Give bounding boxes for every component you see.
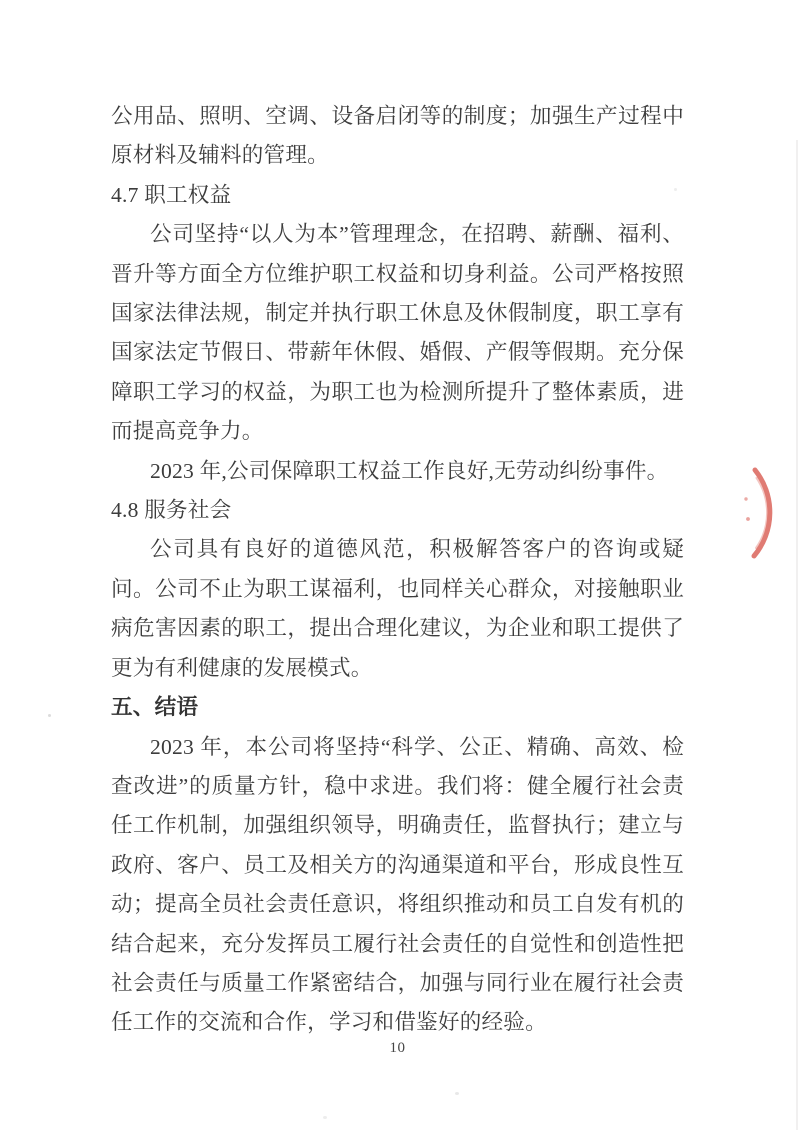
text-line: 2023 年，本公司将坚持“科学、公正、精确、高效、检: [150, 734, 684, 759]
scan-speck: [455, 1092, 459, 1095]
text-line: 问。公司不止为职工谋福利，也同样关心群众，对接触职业: [111, 576, 684, 601]
text-line: 公司坚持“以人为本”管理理念，在招聘、薪酬、福利、: [150, 222, 684, 247]
section-heading: 4.7 职工权益: [111, 182, 232, 207]
text-line: 动；提高全员社会责任意识，将组织推动和员工自发有机的: [111, 892, 684, 917]
scan-speck: [323, 1116, 327, 1119]
text-line: 而提高竞争力。: [111, 419, 264, 444]
text-line: 政府、客户、员工及相关方的沟通渠道和平台，形成良性互: [111, 852, 684, 877]
page-number: 10: [389, 1040, 406, 1056]
text-block: [111, 97, 684, 1043]
scan-edge-artifact: [796, 140, 798, 1130]
text-line: 任工作机制，加强组织领导，明确责任，监督执行；建立与: [111, 813, 684, 838]
text-line: 障职工学习的权益，为职工也为检测所提升了整体素质，进: [111, 379, 684, 404]
seal-arc-path: [754, 470, 770, 556]
text-line: 晋升等方面全方位维护职工权益和切身利益。公司严格按照: [111, 261, 684, 286]
section-heading: 4.8 服务社会: [111, 498, 232, 523]
text-line: 任工作的交流和合作，学习和借鉴好的经验。: [111, 1010, 547, 1035]
text-line: 公用品、照明、空调、设备启闭等的制度；加强生产过程中: [111, 104, 684, 128]
text-line: 更为有利健康的发展模式。: [111, 655, 373, 680]
section-heading: 五、结语: [111, 695, 199, 720]
text-line: 国家法律法规，制定并执行职工休息及休假制度，职工享有: [111, 301, 684, 326]
text-line: 2023 年,公司保障职工权益工作良好,无劳动纠纷事件。: [150, 458, 669, 483]
scan-speck: [674, 188, 677, 191]
text-line: 病危害因素的职工，提出合理化建议，为企业和职工提供了: [111, 616, 684, 641]
text-line: 查改进”的质量方针，稳中求进。我们将：健全履行社会责: [111, 773, 684, 798]
text-line: 结合起来，充分发挥员工履行社会责任的自觉性和创造性把: [111, 931, 684, 956]
scan-speck: [48, 714, 51, 717]
text-line: 原材料及辅料的管理。: [111, 143, 329, 168]
text-line: 社会责任与质量工作紧密结合，加强与同行业在履行社会责: [111, 970, 684, 995]
text-line: 公司具有良好的道德风范，积极解答客户的咨询或疑: [150, 537, 684, 562]
text-line: 国家法定节假日、带薪年休假、婚假、产假等假期。充分保: [111, 340, 684, 365]
